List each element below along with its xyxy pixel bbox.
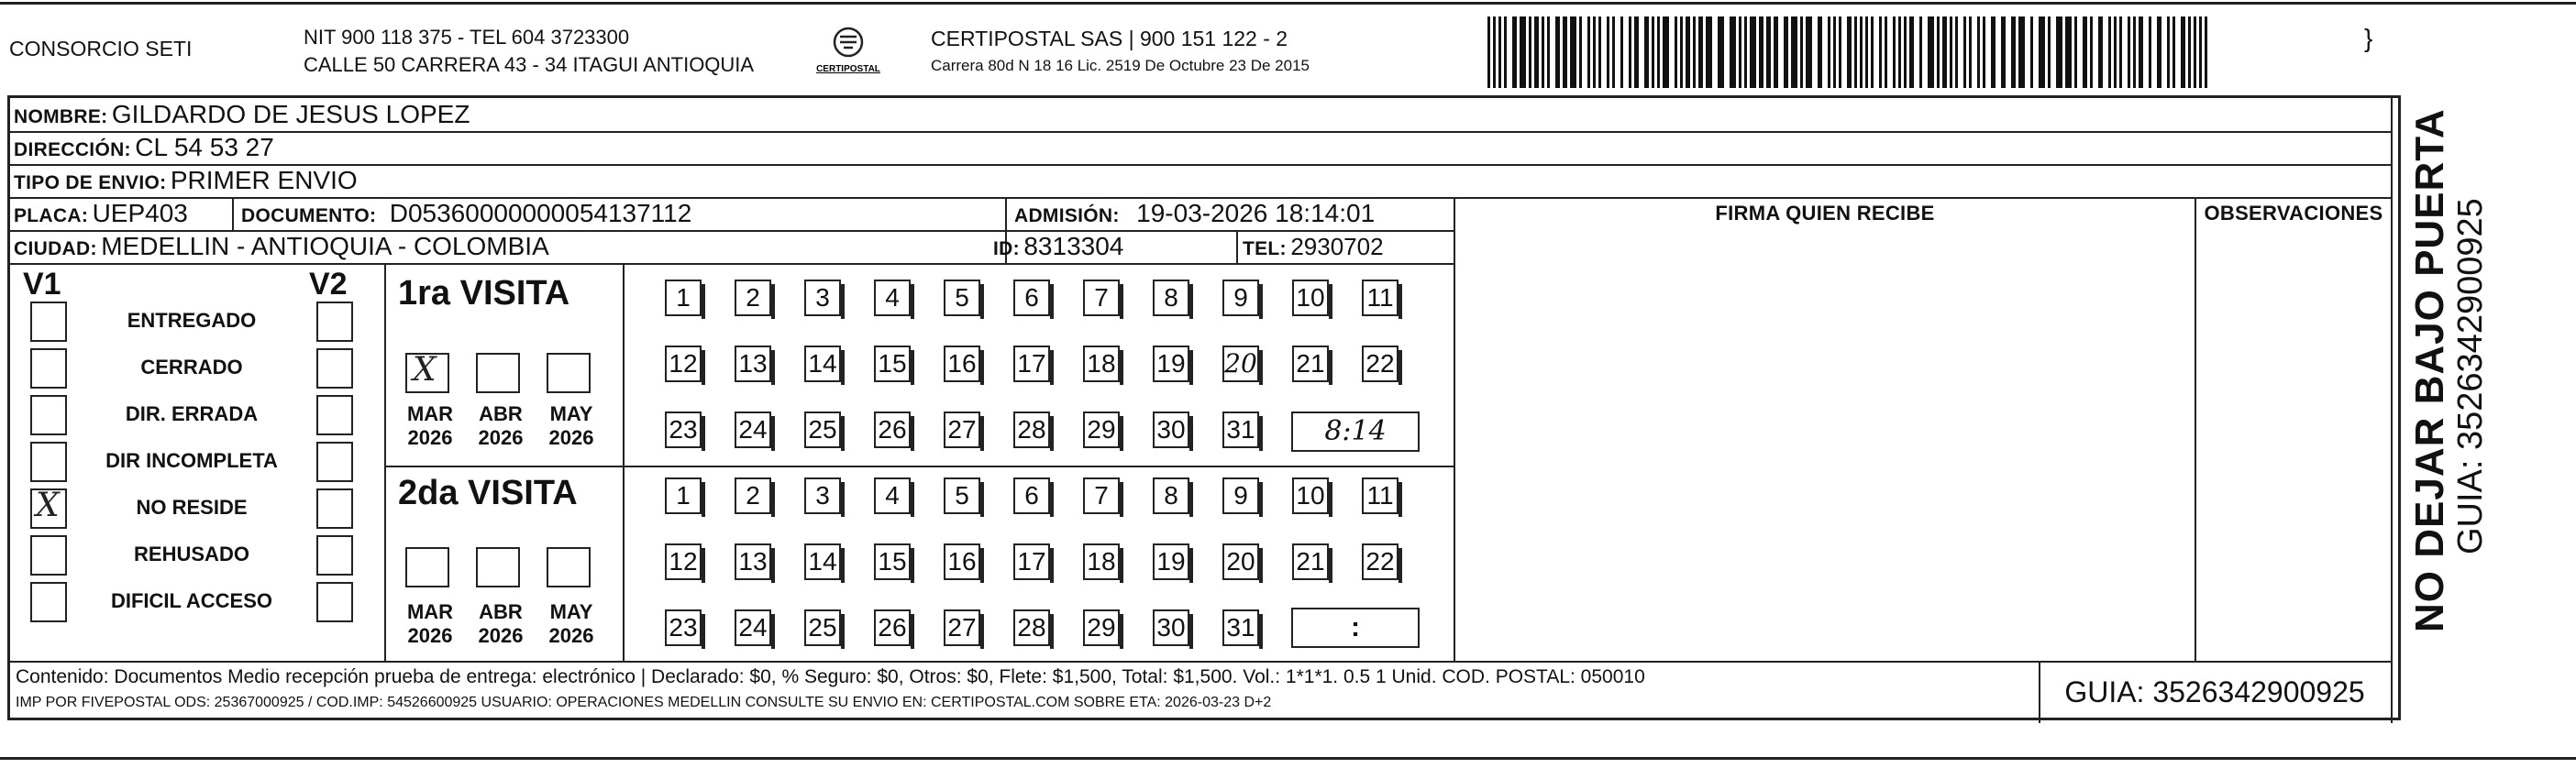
reason-label: DIR. ERRADA <box>125 402 259 425</box>
col-divider <box>1236 230 1238 263</box>
v1-checkbox[interactable] <box>30 348 67 389</box>
company-address: CALLE 50 CARRERA 43 - 34 ITAGUI ANTIOQUIA <box>304 53 755 76</box>
day-number: 26 <box>878 613 907 642</box>
day-number: 25 <box>808 613 837 642</box>
visit1-day-box[interactable] <box>1083 280 1120 316</box>
v2-header: V2 <box>309 267 348 302</box>
reason-label: ENTREGADO <box>127 309 257 332</box>
visit1-day-box[interactable] <box>1153 346 1189 382</box>
day-number: 29 <box>1087 613 1116 642</box>
visit2-month-checkbox[interactable] <box>476 547 520 587</box>
visit1-day-box[interactable] <box>665 346 702 382</box>
visit1-month-label <box>469 402 533 450</box>
row-divider <box>10 164 2391 166</box>
day-number: 10 <box>1296 283 1325 312</box>
v2-checkbox[interactable] <box>316 535 353 576</box>
visit2-day-box[interactable] <box>1292 477 1329 514</box>
tel-label: TEL: <box>1243 238 1287 259</box>
day-number: 15 <box>878 349 907 378</box>
day-number: 7 <box>1094 283 1109 312</box>
barcode-bar <box>1730 16 1736 88</box>
shipment-barcode <box>1487 16 2223 88</box>
barcode-bar <box>1806 16 1812 88</box>
day-number: 18 <box>1087 349 1116 378</box>
day-number: 1 <box>676 481 691 510</box>
v1-checkbox[interactable] <box>30 442 67 482</box>
day-number: 24 <box>738 613 768 642</box>
day-number: 21 <box>1296 547 1325 576</box>
visit2-day-box[interactable] <box>1222 609 1259 646</box>
day-number: 28 <box>1017 415 1046 444</box>
visit2-day-box[interactable] <box>665 609 702 646</box>
month-year: 2026 <box>548 624 594 647</box>
certipostal-line1: CERTIPOSTAL SAS | 900 151 122 - 2 <box>931 27 1288 50</box>
visit2-day-box[interactable] <box>874 477 911 514</box>
ciudad-value: MEDELLIN - ANTIOQUIA - COLOMBIA <box>101 232 549 260</box>
day-number: 12 <box>669 547 698 576</box>
visit1-day-box[interactable] <box>665 411 702 448</box>
visit2-day-box[interactable] <box>1292 543 1329 580</box>
day-number: 29 <box>1087 415 1116 444</box>
day-number: 19 <box>1156 349 1186 378</box>
barcode-bar <box>2018 16 2025 88</box>
day-number: 12 <box>669 349 698 378</box>
admision-field <box>1014 197 1375 235</box>
visit2-time-box[interactable] <box>1291 608 1420 648</box>
visit2-day-box[interactable] <box>944 543 980 580</box>
reason-label: DIFICIL ACCESO <box>110 589 272 612</box>
visit2-day-box[interactable] <box>665 477 702 514</box>
day-number: 26 <box>878 415 907 444</box>
day-number: 1 <box>676 283 691 312</box>
visit2-day-box[interactable] <box>735 609 771 646</box>
day-number: 9 <box>1233 283 1248 312</box>
visit2-title: 2da VISITA <box>398 474 578 512</box>
day-number: 15 <box>878 547 907 576</box>
day-number: 27 <box>947 415 977 444</box>
day-number: 21 <box>1296 349 1325 378</box>
month-name: MAY <box>549 402 593 425</box>
id-label: ID: <box>993 238 1020 259</box>
month-year: 2026 <box>548 426 594 449</box>
barcode-bar <box>1570 16 1576 88</box>
id-value: 8313304 <box>1023 232 1124 260</box>
day-number: 9 <box>1233 481 1248 510</box>
logo-text: CERTIPOSTAL <box>816 64 880 74</box>
documento-field <box>241 197 691 235</box>
visit1-day-box[interactable] <box>1013 411 1050 448</box>
visit1-day-box[interactable] <box>944 346 980 382</box>
bottom-border <box>0 757 2576 760</box>
visit1-day-box[interactable] <box>944 280 980 316</box>
visit2-day-box[interactable] <box>1083 543 1120 580</box>
v1-checkbox[interactable] <box>30 535 67 576</box>
barcode-bar <box>1928 16 1934 88</box>
visit1-title: 1ra VISITA <box>398 274 570 313</box>
visit2-day-box[interactable] <box>1153 477 1189 514</box>
visit2-day-box[interactable] <box>1013 543 1050 580</box>
visit2-day-box[interactable] <box>1083 477 1120 514</box>
v1-checkbox[interactable] <box>30 395 67 435</box>
visit1-day-box[interactable] <box>735 280 771 316</box>
reason-label: NO RESIDE <box>136 496 248 519</box>
visit1-day-box[interactable] <box>735 411 771 448</box>
visit1-month-checkbox[interactable] <box>547 353 591 393</box>
month-year: 2026 <box>478 426 524 449</box>
day-number: 19 <box>1156 547 1186 576</box>
day-number: 11 <box>1366 283 1394 312</box>
direccion-label: DIRECCIÓN: <box>14 139 131 160</box>
day-number: 5 <box>955 283 969 312</box>
v2-checkbox[interactable] <box>316 442 353 482</box>
v2-checkbox[interactable] <box>316 302 353 342</box>
tipo-envio-value: PRIMER ENVIO <box>170 166 358 194</box>
month-year: 2026 <box>407 624 453 647</box>
visit2-month-checkbox[interactable] <box>547 547 591 587</box>
day-number: 20 <box>1224 348 1257 379</box>
day-number: 22 <box>1365 547 1395 576</box>
direccion-value: CL 54 53 27 <box>135 133 274 161</box>
day-number: 17 <box>1017 349 1046 378</box>
barcode-bar <box>1706 16 1712 88</box>
visit1-day-box[interactable] <box>1153 280 1189 316</box>
day-number: 8 <box>1164 283 1178 312</box>
visit2-month-label <box>539 600 603 648</box>
day-number: 18 <box>1087 547 1116 576</box>
corner-mark: } <box>2364 24 2373 52</box>
direccion-field <box>14 131 274 169</box>
barcode-bar <box>2207 16 2213 88</box>
day-number: 13 <box>738 547 768 576</box>
visit2-day-box[interactable] <box>1222 477 1259 514</box>
placa-label: PLACA: <box>14 205 89 226</box>
firma-signature-area[interactable] <box>1455 232 2195 661</box>
month-name: MAR <box>406 402 454 425</box>
delivery-form <box>7 95 2401 720</box>
certipostal-line2: Carrera 80d N 18 16 Lic. 2519 De Octubre 23 De 2015 <box>931 57 1310 74</box>
day-number: 3 <box>815 283 830 312</box>
v2-checkbox[interactable] <box>316 395 353 435</box>
visit2-month-label <box>398 600 462 648</box>
day-number: 25 <box>808 415 837 444</box>
day-number: 17 <box>1017 547 1046 576</box>
check-mark-icon: X <box>413 351 437 389</box>
visit1-day-box[interactable] <box>1222 411 1259 448</box>
visit1-month-checkbox[interactable] <box>476 353 520 393</box>
visit1-day-box[interactable] <box>804 346 841 382</box>
visit1-day-box[interactable] <box>804 411 841 448</box>
barcode-bar <box>1750 16 1756 88</box>
visit1-month-label <box>398 402 462 450</box>
ciudad-label: CIUDAD: <box>14 238 97 259</box>
visit1-day-box[interactable] <box>735 346 771 382</box>
firma-label: FIRMA QUIEN RECIBE <box>1715 202 1935 225</box>
ciudad-field <box>14 230 549 268</box>
visit2-day-box[interactable] <box>1153 543 1189 580</box>
visit2-day-box[interactable] <box>1222 543 1259 580</box>
day-number: 16 <box>947 349 977 378</box>
tel-field <box>1243 230 1384 268</box>
visit-divider <box>384 466 1454 467</box>
company-name: CONSORCIO SETI <box>9 37 193 60</box>
day-number: 30 <box>1156 415 1186 444</box>
day-number: 4 <box>885 283 900 312</box>
day-number: 6 <box>1024 481 1039 510</box>
barcode-bar <box>1663 16 1669 88</box>
visit1-day-box[interactable] <box>874 346 911 382</box>
visit1-day-box[interactable] <box>944 411 980 448</box>
placa-field <box>14 197 188 235</box>
reason-label: DIR INCOMPLETA <box>105 449 278 472</box>
reason-label: REHUSADO <box>134 543 249 565</box>
contenido-text: Contenido: Documentos Medio recepción prueba de entrega: electrónico | Declarado: $0, % Seguro: $0, Otros: $0, Flete: $1,500, Total: $1,500. Vol.: 1*1*1. 0.5 1 Unid. COD. POSTAL: 050010 <box>16 666 1645 687</box>
v2-checkbox[interactable] <box>316 348 353 389</box>
side-guia: GUIA: 3526342900925 <box>2451 198 2490 554</box>
tel-value: 2930702 <box>1290 233 1384 260</box>
day-number: 2 <box>746 283 760 312</box>
visit1-day-box[interactable] <box>1222 280 1259 316</box>
visit1-month-label <box>539 402 603 450</box>
month-year: 2026 <box>407 426 453 449</box>
nombre-field <box>14 98 470 136</box>
check-mark-icon: X <box>36 487 60 524</box>
visit1-day-box[interactable] <box>1292 280 1329 316</box>
nombre-value: GILDARDO DE JESUS LOPEZ <box>111 100 470 128</box>
day-number: 14 <box>808 349 837 378</box>
placa-value: UEP403 <box>92 199 188 227</box>
company-nit-tel: NIT 900 118 375 - TEL 604 3723300 <box>304 26 630 49</box>
side-warning: NO DEJAR BAJO PUERTA <box>2407 108 2452 632</box>
day-number: 23 <box>669 613 698 642</box>
reason-label: CERRADO <box>140 356 243 379</box>
v1-checkbox[interactable] <box>30 302 67 342</box>
day-number: 11 <box>1366 481 1394 510</box>
certipostal-logo <box>812 26 885 77</box>
month-name: ABR <box>479 402 523 425</box>
month-name: MAR <box>406 600 454 623</box>
day-number: 16 <box>947 547 977 576</box>
visit2-day-box[interactable] <box>944 477 980 514</box>
day-number: 8 <box>1164 481 1178 510</box>
v1-checkbox[interactable] <box>30 582 67 622</box>
admision-value: 19-03-2026 18:14:01 <box>1136 199 1376 227</box>
visit2-day-box[interactable] <box>1362 543 1399 580</box>
visit1-day-box[interactable] <box>874 411 911 448</box>
day-number: 28 <box>1017 613 1046 642</box>
barcode-bar <box>2065 16 2072 88</box>
visit1-day-box[interactable] <box>1292 346 1329 382</box>
day-number: 2 <box>746 481 760 510</box>
visit1-day-box[interactable] <box>1083 411 1120 448</box>
visit2-day-box[interactable] <box>665 543 702 580</box>
id-field <box>993 230 1123 268</box>
visit1-time: 8:14 <box>1324 415 1387 447</box>
documento-label: DOCUMENTO: <box>241 205 377 226</box>
visit2-day-box[interactable] <box>1013 477 1050 514</box>
visit1-day-box[interactable] <box>665 280 702 316</box>
admision-label: ADMISIÓN: <box>1014 205 1120 226</box>
col-divider <box>2391 98 2393 723</box>
footer-divider <box>10 661 2391 663</box>
v2-checkbox[interactable] <box>316 582 353 622</box>
documento-value: D05360000000054137112 <box>389 199 692 227</box>
month-name: ABR <box>479 600 523 623</box>
visit2-day-box[interactable] <box>944 609 980 646</box>
day-number: 24 <box>738 415 768 444</box>
day-number: 27 <box>947 613 977 642</box>
col-divider <box>623 263 625 661</box>
visit2-day-box[interactable] <box>874 543 911 580</box>
footer-guia: GUIA: 3526342900925 <box>2064 675 2365 708</box>
visit2-day-box[interactable] <box>735 543 771 580</box>
nombre-label: NOMBRE: <box>14 106 108 127</box>
visit1-day-box[interactable] <box>1362 346 1399 382</box>
top-border <box>0 2 2576 5</box>
barcode-bar <box>2056 16 2062 88</box>
v2-checkbox[interactable] <box>316 488 353 529</box>
visit1-day-box[interactable] <box>1013 346 1050 382</box>
visit2-day-box[interactable] <box>804 609 841 646</box>
visit2-day-box[interactable] <box>874 609 911 646</box>
visit2-month-label <box>469 600 533 648</box>
barcode-bar <box>2039 16 2045 88</box>
imp-text: IMP POR FIVEPOSTAL ODS: 25367000925 / COD.IMP: 54526600925 USUARIO: OPERACIONES MEDELLIN CONSULTE SU ENVIO EN: CERTIPOSTAL.COM SOBRE ETA: 2026-03-23 D+2 <box>16 695 1272 710</box>
visit1-day-box[interactable] <box>1083 346 1120 382</box>
col-divider <box>232 197 234 230</box>
day-number: 23 <box>669 415 698 444</box>
day-number: 30 <box>1156 613 1186 642</box>
day-number: 20 <box>1226 547 1255 576</box>
tipo-envio-field <box>14 164 358 202</box>
barcode-bar <box>1520 16 1526 88</box>
visit2-day-box[interactable] <box>804 477 841 514</box>
visit1-day-box[interactable] <box>1362 280 1399 316</box>
visit2-day-box[interactable] <box>1153 609 1189 646</box>
visit1-day-box[interactable] <box>1222 346 1259 382</box>
visit1-day-box[interactable] <box>804 280 841 316</box>
visit1-day-box[interactable] <box>874 280 911 316</box>
visit2-time: : <box>1351 612 1360 642</box>
day-number: 31 <box>1226 613 1255 642</box>
visit1-month-checkbox[interactable] <box>405 353 449 393</box>
barcode-bar <box>1791 16 1797 88</box>
day-number: 10 <box>1296 481 1325 510</box>
visit1-day-box[interactable] <box>1153 411 1189 448</box>
day-number: 6 <box>1024 283 1039 312</box>
col-divider <box>384 263 386 661</box>
visit2-day-box[interactable] <box>1013 609 1050 646</box>
day-number: 31 <box>1226 415 1255 444</box>
day-number: 5 <box>955 481 969 510</box>
v1-checkbox[interactable] <box>30 488 67 529</box>
day-number: 4 <box>885 481 900 510</box>
visit2-month-checkbox[interactable] <box>405 547 449 587</box>
visit2-day-box[interactable] <box>735 477 771 514</box>
month-name: MAY <box>549 600 593 623</box>
visit2-day-box[interactable] <box>1362 477 1399 514</box>
barcode-bar <box>1718 16 1724 88</box>
visit1-time-box[interactable] <box>1291 411 1420 452</box>
visit2-day-box[interactable] <box>1083 609 1120 646</box>
month-year: 2026 <box>478 624 524 647</box>
observaciones-area[interactable] <box>2196 232 2391 661</box>
day-number: 13 <box>738 349 768 378</box>
tipo-envio-label: TIPO DE ENVIO: <box>14 172 167 193</box>
visit2-day-box[interactable] <box>804 543 841 580</box>
visit1-day-box[interactable] <box>1013 280 1050 316</box>
observaciones-label: OBSERVACIONES <box>2204 202 2383 225</box>
day-number: 3 <box>815 481 830 510</box>
day-number: 22 <box>1365 349 1395 378</box>
day-number: 14 <box>808 547 837 576</box>
day-number: 7 <box>1094 481 1109 510</box>
v1-header: V1 <box>23 267 61 302</box>
